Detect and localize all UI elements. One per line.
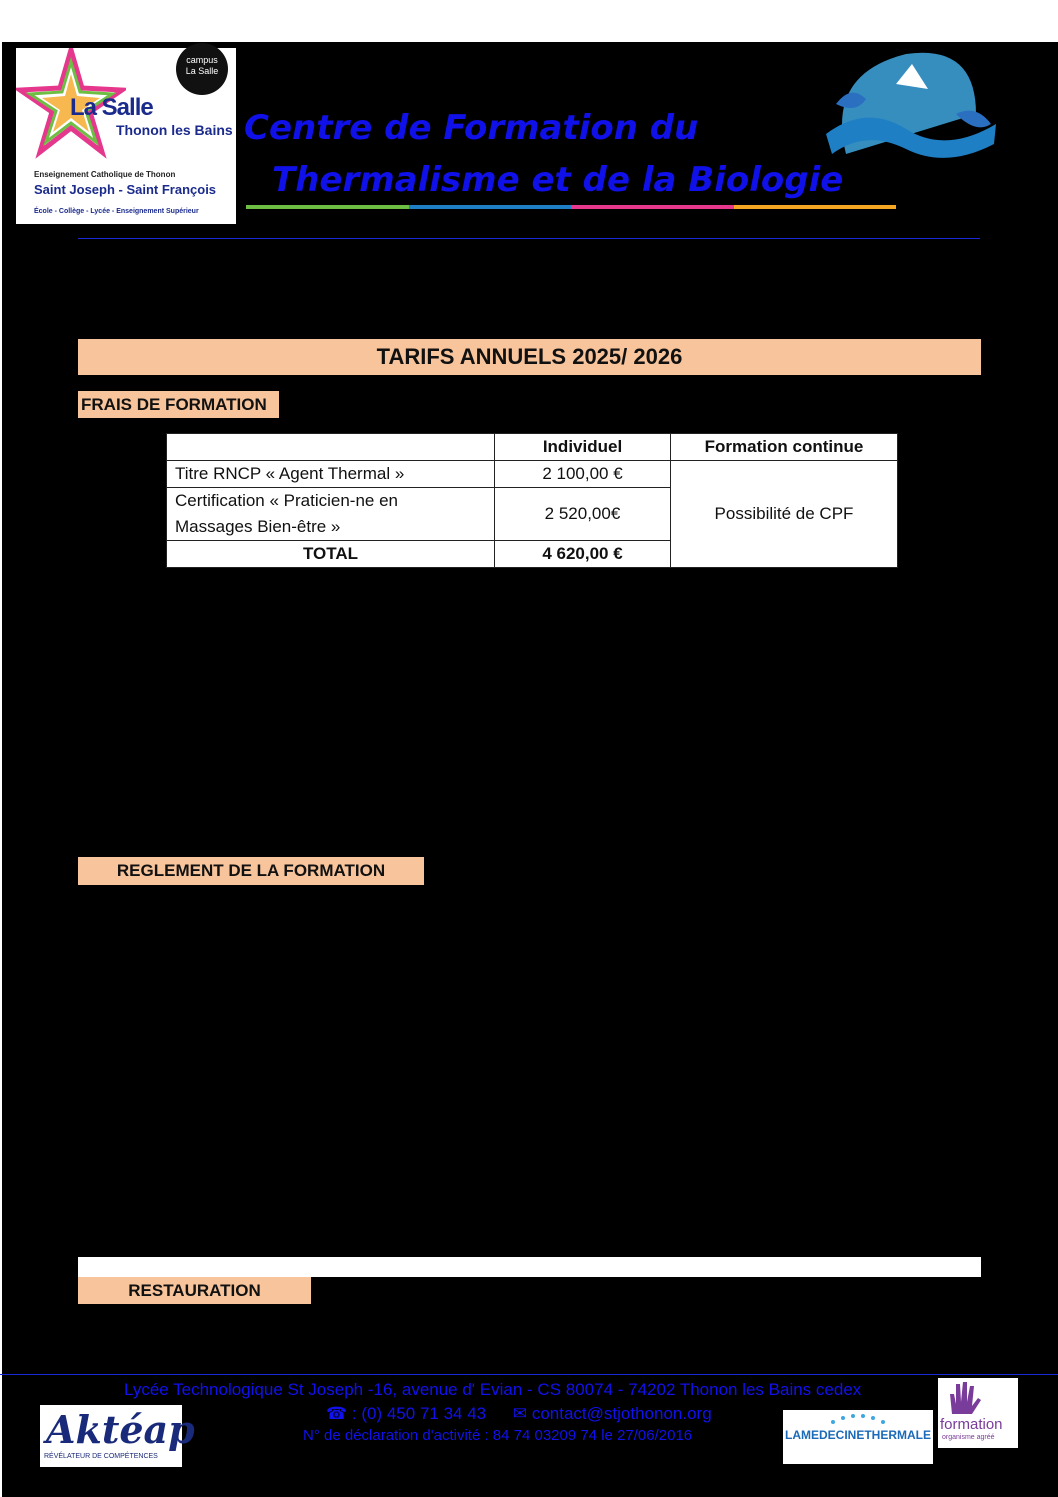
medecine-thermale-text: LAMEDECINETHERMALE (785, 1428, 931, 1442)
logo-school-name: Saint Joseph - Saint François (34, 182, 217, 197)
mbe-formation-subtitle: organisme agréé (942, 1434, 995, 1441)
hand-icon (944, 1380, 984, 1416)
akteap-logo (40, 1405, 195, 1467)
footer-address: Lycée Technologique St Joseph -16, avenue d' Evian - CS 80074 - 74202 Thonon les Bains cedex (124, 1380, 862, 1399)
la-salle-logo (16, 48, 236, 224)
header-divider (78, 238, 980, 239)
footer-contact (326, 1404, 712, 1424)
mbe-formation-logo (938, 1378, 1018, 1448)
logo-levels: École - Collège - Lycée - Enseignement Supérieur (34, 208, 199, 215)
section-reglement-formation: REGLEMENT DE LA FORMATION (78, 857, 424, 885)
color-bar-orange (734, 205, 897, 209)
section-frais-formation: FRAIS DE FORMATION (78, 391, 279, 418)
table-header-row (167, 434, 898, 461)
header-title: Centre de Formation du (244, 108, 699, 148)
footer-phone: : (0) 450 71 34 43 (351, 1404, 487, 1423)
mbe-formation-text: formation (940, 1416, 1003, 1433)
phone-icon: ☎ (326, 1404, 352, 1423)
thermal-wave-logo (826, 44, 998, 174)
logo-title: La Salle (70, 94, 153, 121)
total-label: TOTAL (167, 541, 495, 568)
logo-city: Thonon les Bains (116, 122, 233, 138)
color-bar-green (246, 205, 409, 209)
row-label (167, 488, 495, 541)
row-label: Titre RNCP « Agent Thermal » (167, 461, 495, 488)
color-bar-blue (409, 205, 572, 209)
header-subtitle: Thermalisme et de la Biologie (272, 160, 844, 200)
section-restauration: RESTAURATION (78, 1277, 311, 1304)
divider-strip (78, 1257, 981, 1277)
mail-icon: ✉ (512, 1404, 528, 1423)
footer-divider (0, 1374, 1058, 1375)
footer-declaration: N° de déclaration d'activité : 84 74 03209 74 le 27/06/2016 (303, 1427, 693, 1444)
dots-icon (823, 1412, 893, 1426)
header-color-bar (246, 205, 896, 209)
color-bar-pink (571, 205, 734, 209)
tarifs-banner: TARIFS ANNUELS 2025/ 2026 (78, 339, 981, 375)
row-individuel: 2 520,00€ (495, 488, 671, 541)
medecine-thermale-logo (783, 1410, 933, 1464)
logo-tagline: Enseignement Catholique de Thonon (34, 170, 176, 179)
akteap-logo-subtitle: RÉVÉLATEUR DE COMPÉTENCES (44, 1453, 158, 1460)
row-individuel: 2 100,00 € (495, 461, 671, 488)
fees-table (166, 433, 898, 568)
footer-email[interactable]: contact@stjothonon.org (531, 1404, 712, 1423)
akteap-logo-text: Aktéap (46, 1407, 195, 1452)
campus-name: La Salle (185, 66, 219, 76)
campus-badge (176, 43, 228, 95)
row-label-line1: Certification « Praticien-ne en (175, 491, 399, 510)
campus-label: campus (186, 55, 218, 65)
header-cell-individuel: Individuel (495, 434, 671, 461)
row-label-line2: Massages Bien-être » (175, 517, 341, 536)
header-cell-label (167, 434, 495, 461)
total-value: 4 620,00 € (495, 541, 671, 568)
table-row (167, 461, 898, 488)
header-cell-formation-continue: Formation continue (671, 434, 898, 461)
formation-continue-value: Possibilité de CPF (671, 461, 898, 568)
